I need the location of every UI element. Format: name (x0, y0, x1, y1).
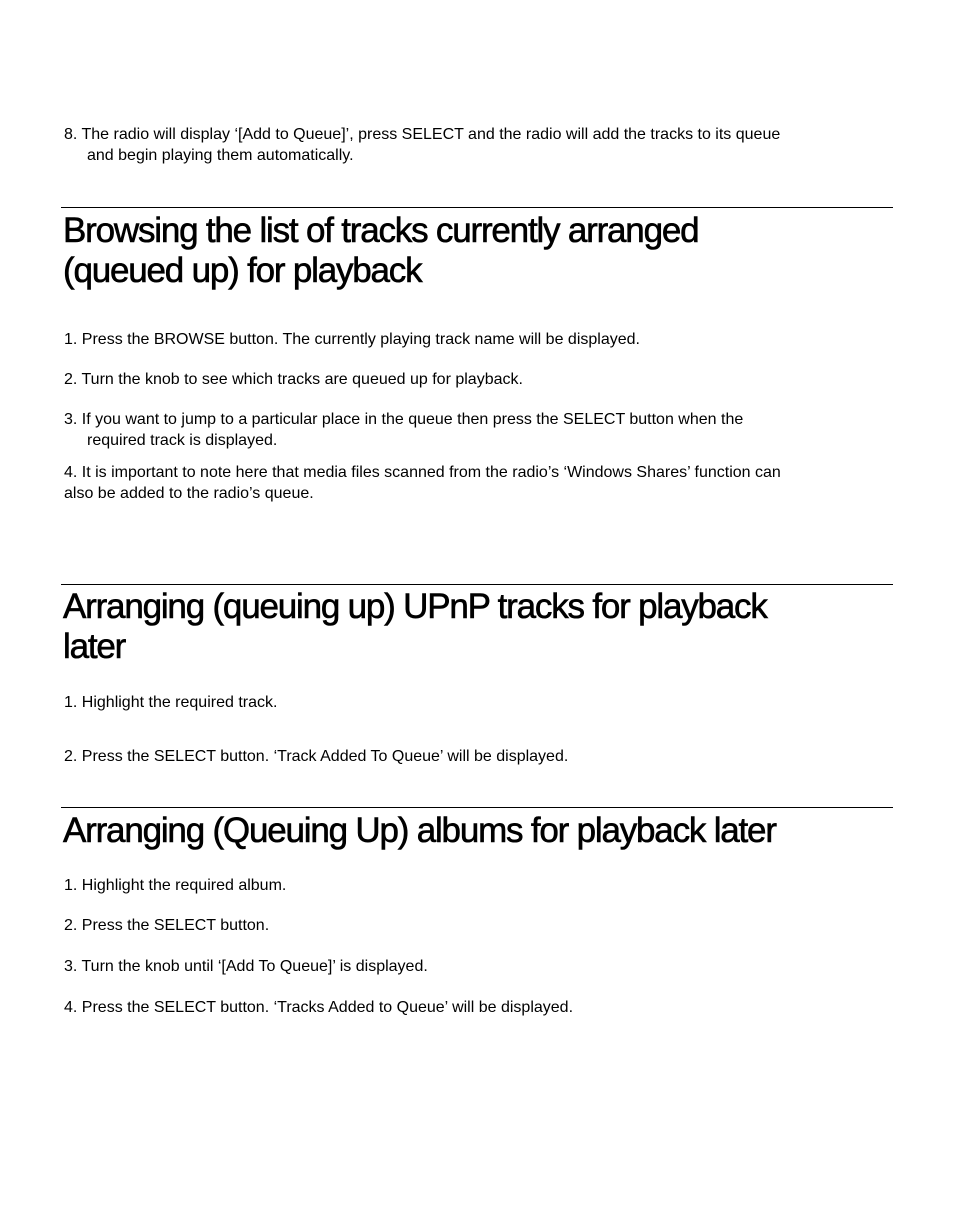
step-text: 1. Press the BROWSE button. The currently playing track name will be displayed. (64, 331, 640, 348)
step-text: 2. Press the SELECT button. (64, 917, 270, 934)
list-item (64, 746, 568, 767)
list-item (64, 956, 428, 977)
section-divider (61, 584, 893, 585)
list-item (64, 369, 523, 390)
section-heading-queue-albums (63, 811, 776, 851)
step-text: 3. Turn the knob until ‘[Add To Queue]’ is displayed. (64, 958, 428, 975)
list-item (64, 692, 277, 713)
intro-step-8 (64, 124, 780, 166)
section-heading-queue-upnp-tracks (63, 587, 767, 667)
step-text: 3. If you want to jump to a particular place in the queue then press the SELECT button when the (64, 411, 744, 428)
step-text: 2. Press the SELECT button. ‘Track Added To Queue’ will be displayed. (64, 748, 569, 765)
step-text-continued: required track is displayed. (87, 432, 278, 449)
step-text-continued: also be added to the radio’s queue. (64, 485, 314, 502)
step-text: 1. Highlight the required album. (64, 877, 287, 894)
heading-line2: (queued up) for playback (63, 251, 422, 290)
list-item (64, 915, 269, 936)
heading-line1: Arranging (queuing up) UPnP tracks for playback (63, 587, 767, 626)
section-heading-browsing-queue (63, 211, 698, 291)
list-item (64, 329, 640, 350)
step-text: 4. Press the SELECT button. ‘Tracks Added to Queue’ will be displayed. (64, 999, 574, 1016)
list-item (64, 462, 781, 504)
section-divider (61, 807, 893, 808)
heading-line1: Browsing the list of tracks currently arranged (63, 211, 699, 250)
intro-step-8-line2: and begin playing them automatically. (87, 147, 354, 164)
heading-line1: Arranging (Queuing Up) albums for playback later (63, 811, 776, 850)
list-item (64, 409, 743, 451)
intro-step-8-line1: 8. The radio will display ‘[Add to Queue]’, press SELECT and the radio will add the tracks to its queue (64, 126, 781, 143)
list-item (64, 875, 286, 896)
list-item (64, 997, 573, 1018)
heading-line2: later (63, 627, 126, 666)
step-text: 2. Turn the knob to see which tracks are queued up for playback. (64, 371, 523, 388)
section-divider (61, 207, 893, 208)
step-text: 4. It is important to note here that media files scanned from the radio’s ‘Windows Shares’ function can (64, 464, 781, 481)
step-text: 1. Highlight the required track. (64, 694, 278, 711)
